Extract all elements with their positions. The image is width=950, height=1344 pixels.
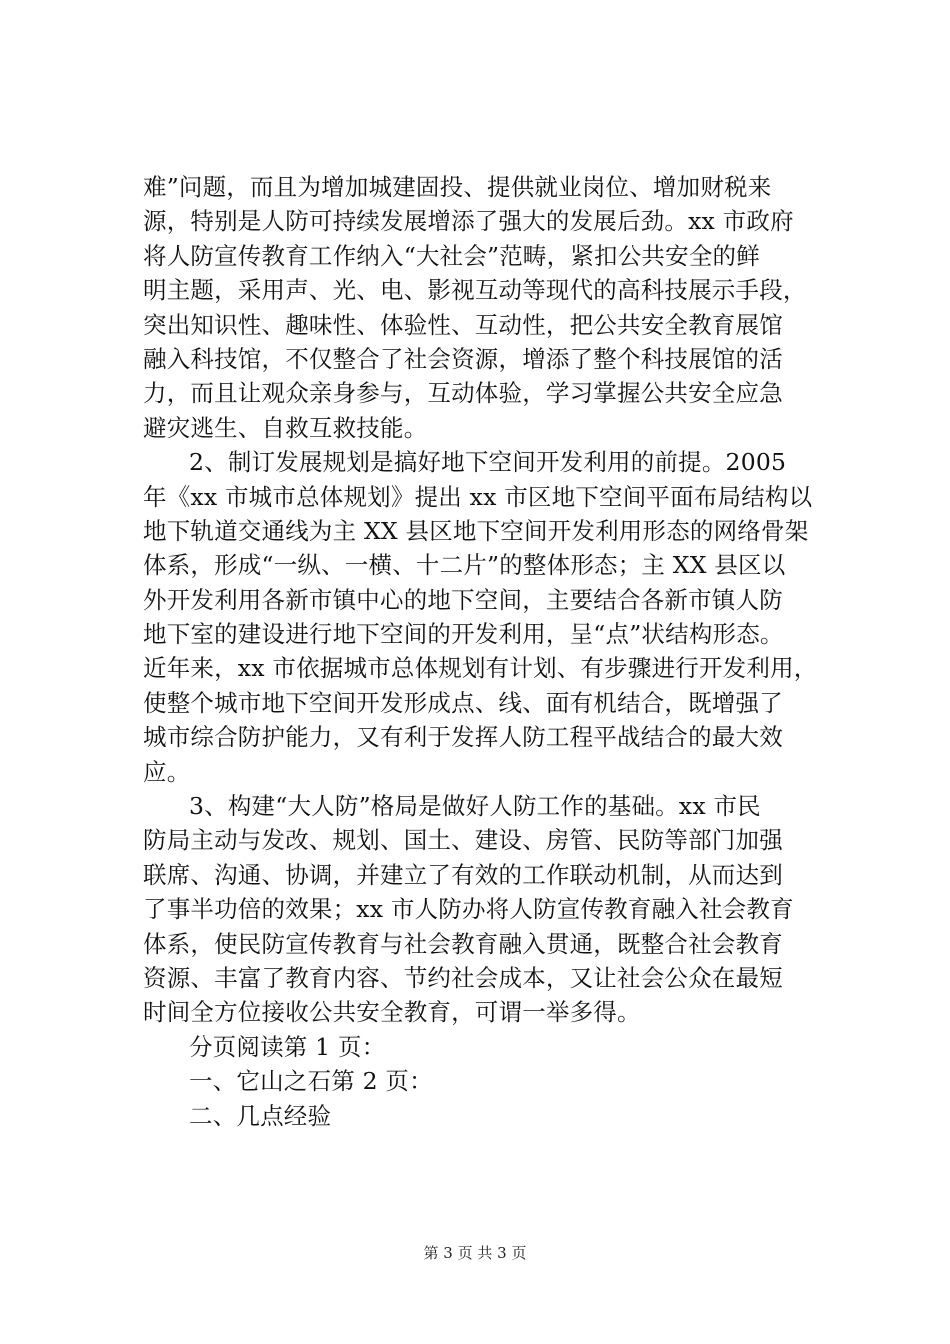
text-line: 联席、沟通、协调，并建立了有效的工作联动机制，从而达到 xyxy=(143,860,783,889)
text-line: 难”问题，而且为增加城建固投、提供就业岗位、增加财税来 xyxy=(143,173,772,201)
page-footer: 第 3 页 共 3 页 xyxy=(423,1244,527,1262)
text-line: 外开发利用各新市镇中心的地下空间，主要结合各新市镇人防 xyxy=(143,585,783,614)
text-line: 防局主动与发改、规划、国土、建设、房管、民防等部门加强 xyxy=(143,826,783,855)
text-line: 了事半功倍的效果；xx 市人防办将人防宣传教育融入社会教育 xyxy=(143,895,794,924)
text-line: 明主题，采用声、光、电、影视互动等现代的高科技展示手段， xyxy=(143,276,807,305)
text-line: 融入科技馆，不仅整合了社会资源，增添了整个科技展馆的活 xyxy=(143,344,783,373)
text-line: 将人防宣传教育工作纳入“大社会”范畴，紧扣公共安全的鲜 xyxy=(143,241,760,270)
text-line: 应。 xyxy=(143,757,191,786)
text-line: 3、构建“大人防”格局是做好人防工作的基础。xx 市民 xyxy=(189,792,761,821)
text-line: 城市综合防护能力，又有利于发挥人防工程平战结合的最大效 xyxy=(143,723,783,752)
text-line: 体系，形成“一纵、一横、十二片”的整体形态；主 XX 县区以 xyxy=(143,551,786,580)
text-line: 2、制订发展规划是搞好地下空间开发利用的前提。2005 xyxy=(189,448,787,477)
text-line: 近年来，xx 市依据城市总体规划有计划、有步骤进行开发利用， xyxy=(143,654,818,683)
text-line: 一、它山之石第 2 页： xyxy=(189,1067,433,1096)
text-line: 源，特别是人防可持续发展增添了强大的发展后劲。xx 市政府 xyxy=(143,207,794,236)
text-line: 二、几点经验 xyxy=(189,1101,332,1130)
text-line: 使整个城市地下空间开发形成点、线、面有机结合，既增强了 xyxy=(143,688,783,717)
text-line: 资源、丰富了教育内容、节约社会成本，又让社会公众在最短 xyxy=(143,963,783,992)
text-line: 突出知识性、趣味性、体验性、互动性，把公共安全教育展馆 xyxy=(143,310,783,339)
text-line: 分页阅读第 1 页： xyxy=(189,1032,386,1061)
text-line: 时间全方位接收公共安全教育，可谓一举多得。 xyxy=(143,998,641,1027)
text-line: 地下室的建设进行地下空间的开发利用，呈“点”状结构形态。 xyxy=(143,620,784,649)
text-line: 避灾逃生、自救互救技能。 xyxy=(143,413,428,442)
text-line: 力，而且让观众亲身参与，互动体验，学习掌握公共安全应急 xyxy=(143,379,783,408)
text-line: 年《xx 市城市总体规划》提出 xx 市区地下空间平面布局结构以 xyxy=(143,482,813,511)
document-body xyxy=(143,170,833,1133)
text-line: 地下轨道交通线为主 XX 县区地下空间开发利用形态的网络骨架 xyxy=(143,516,809,545)
text-line: 体系，使民防宣传教育与社会教育融入贯通，既整合社会教育 xyxy=(143,929,783,958)
